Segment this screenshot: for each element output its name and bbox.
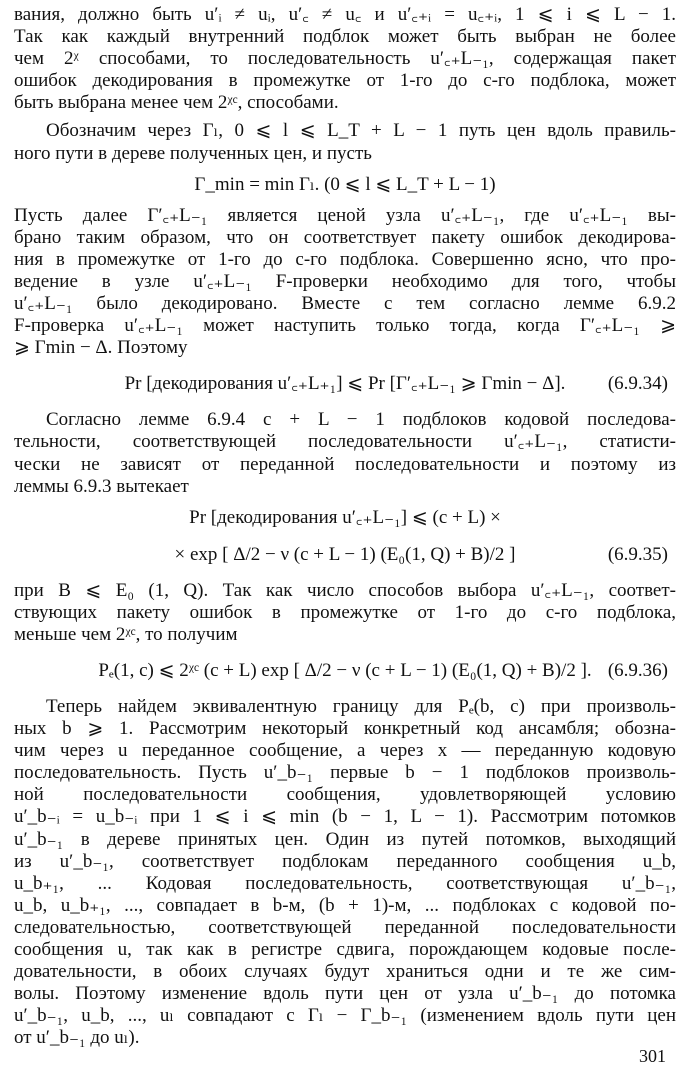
page-body (14, 4, 676, 1055)
formula-body: Pr [декодирования u′꜀₊L₋₁] ⩽ (c + L) × (189, 506, 501, 528)
text-line: вания, должно быть u′ᵢ ≠ uᵢ, u′꜀ ≠ u꜀ и u′꜀₊ᵢ = u꜀₊ᵢ, 1 ⩽ i ⩽ L − 1. (14, 4, 676, 25)
page-number: 301 (639, 1046, 666, 1066)
text-line: от u′_b₋₁ до uₗ). (14, 1027, 140, 1049)
text-line: меньше чем 2ᵡᶜ, то получим (14, 623, 238, 645)
text-line: u′_b₋ᵢ = u_b₋ᵢ при 1 ⩽ i ⩽ min (b − 1, L − 1). Рассмотрим потомков (14, 806, 676, 828)
paragraph-first-line: Обозначим через Γₗ, 0 ⩽ l ⩽ L_T + L − 1 путь цен вдоль правиль- (46, 120, 676, 142)
display-formula (14, 367, 676, 401)
text-line: чески не зависят от переданной последовательности и поэтому из (14, 453, 676, 475)
formula-body: Pₑ(1, c) ⩽ 2ᵡᶜ (c + L) exp [ Δ/2 − ν (c + L − 1) (E₀(1, Q) + B)/2 ]. (98, 659, 592, 681)
text-line: тельности, соответствующей последовательности u′꜀₊L₋₁, статисти- (14, 431, 676, 453)
formula-body: × exp [ Δ/2 − ν (c + L − 1) (E₀(1, Q) + B)/2 ] (174, 543, 516, 565)
text-line: ошибок декодирования в промежутке от 1-го до c-го подблока, может (14, 70, 676, 92)
text-line: чим через u переданное сообщение, а через x — переданную кодовую (14, 740, 676, 762)
text-line: ведение в узле u′꜀₊L₋₁ F-проверки необходимо для того, чтобы (14, 270, 676, 292)
equation-number: (6.9.35) (607, 543, 668, 565)
text-line: ⩾ Γmin − Δ. Поэтому (14, 337, 188, 359)
text-line: при B ⩽ E₀ (1, Q). Так как число способов выбора u′꜀₊L₋₁, соответ- (14, 579, 676, 601)
display-formula (14, 538, 676, 572)
text-line: последовательность. Пусть u′_b₋₁ первые b − 1 подблоков произволь- (14, 762, 676, 784)
text-line: u′_b₋₁ в дереве принятых цен. Один из путей потомков, выходящий (14, 828, 676, 850)
text-line: u_b₊₁, ... Кодовая последовательность, соответствующая u′_b₋₁, (14, 872, 676, 894)
text-line: u′_b₋₁, u_b, ..., uₗ совпадают с Γₗ − Γ_b₋₁ (изменением вдоль пути цен (14, 1005, 676, 1027)
text-line: довательности, в обоих случаях будут храниться одни и те же сим- (14, 961, 676, 983)
text-line: брано таким образом, что он соответствует пакету ошибок декодирова- (14, 226, 676, 248)
equation-number: (6.9.34) (607, 373, 668, 395)
display-formula (14, 506, 676, 530)
text-line: ного пути в дереве полученных цен, и пусть (14, 142, 372, 164)
text-line: ния в промежутке от 1-го до c-го подблока. Совершенно ясно, что про- (14, 248, 676, 270)
text-line: следовательностью, соответствующей переданной последовательности (14, 916, 676, 938)
paragraph-first-line: Согласно лемме 6.9.4 c + L − 1 подблоков кодовой последова- (46, 409, 676, 431)
text-line: Пусть далее Γ′꜀₊L₋₁ является ценой узла u′꜀₊L₋₁, где u′꜀₊L₋₁ вы- (14, 204, 676, 226)
formula-body: Γ_min = min Γₗ. (0 ⩽ l ⩽ L_T + L − 1) (194, 173, 496, 195)
text-line: F-проверка u′꜀₊L₋₁ может наступить только тогда, когда Γ′꜀₊L₋₁ ⩾ (14, 315, 676, 337)
text-line: ных b ⩾ 1. Рассмотрим некоторый конкретный код ансамбля; обозна- (14, 718, 676, 740)
text-line: из u′_b₋₁, соответствует подблокам переданного сообщения u_b, (14, 850, 676, 872)
text-line: сообщения u, так как в регистре сдвига, порождающем кодовые после- (14, 939, 676, 960)
display-formula (14, 654, 676, 688)
text-line: волы. Поэтому изменение вдоль пути цен от узла u′_b₋₁ до потомка (14, 983, 676, 1005)
formula-body: Pr [декодирования u′꜀₊L₊₁] ⩽ Pr [Γ′꜀₊L₋₁ ⩾ Γmin − Δ]. (124, 373, 566, 395)
equation-number: (6.9.36) (607, 659, 668, 681)
text-line: чем 2ᵡ способами, то последовательность u′꜀₊L₋₁, содержащая пакет (14, 48, 676, 70)
paragraph-first-line: Теперь найдем эквивалентную границу для Pₑ(b, c) при произволь- (46, 695, 676, 717)
text-line: u_b, u_b₊₁, ..., совпадает в b-м, (b + 1)-м, ... подблоках с кодовой по- (14, 894, 676, 916)
text-line: u′꜀₊L₋₁ было декодировано. Вместе с тем согласно лемме 6.9.2 (14, 293, 676, 315)
text-line: быть выбрана менее чем 2ᵡᶜ, способами. (14, 92, 339, 114)
display-formula (14, 173, 676, 197)
text-line: ствующих пакету ошибок в промежутке от 1-го до c-го подблока, (14, 601, 676, 623)
text-line: леммы 6.9.3 вытекает (14, 475, 189, 497)
text-line: Так как каждый внутренний подблок может быть выбран не более (14, 26, 676, 48)
text-line: ной последовательности сообщения, удовлетворяющей условию (14, 784, 676, 806)
